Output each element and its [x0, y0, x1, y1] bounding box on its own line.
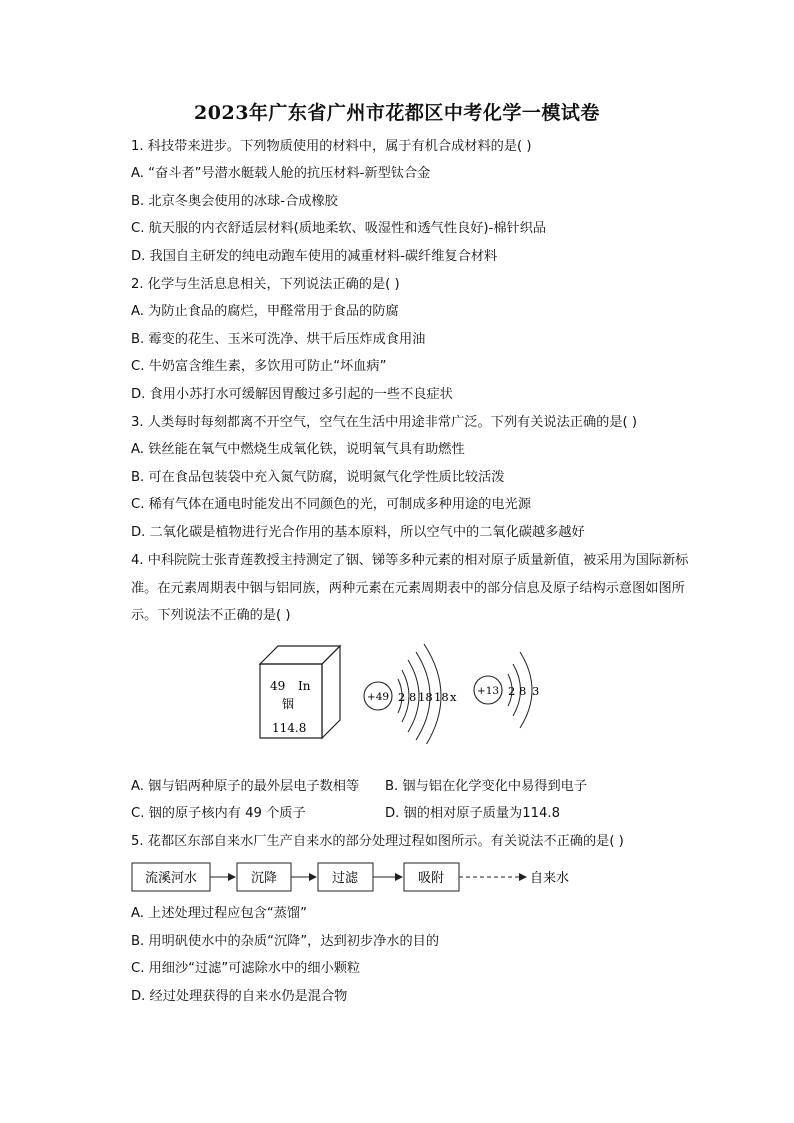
indium-shell-electrons-5: x — [450, 690, 457, 704]
question-1-stem: 1. 科技带来进步。下列物质使用的材料中，属于有机合成材料的是( ) — [131, 139, 532, 154]
question-1-option-c: C. 航天服的内衣舒适层材料(质地柔软、吸湿性和透气性良好)-棉针织品 — [131, 221, 547, 236]
question-4-option-c: C. 铟的原子核内有 49 个质子 — [131, 806, 306, 821]
question-3-stem: 3. 人类每时每刻都离不开空气，空气在生活中用途非常广泛。下列有关说法正确的是( ) — [131, 415, 638, 430]
aluminum-shell-electrons-1: 2 — [508, 684, 516, 698]
flow-label-settling: 沉降 — [250, 871, 278, 886]
aluminum-nucleus-charge: +13 — [476, 685, 500, 697]
question-1-option-d: D. 我国自主研发的纯电动跑车使用的减重材料-碳纤维复合材料 — [131, 249, 498, 264]
question-2-option-b: B. 霉变的花生、玉米可洗净、烘干后压炸成食用油 — [131, 332, 426, 347]
indium-aluminum-figure — [252, 634, 552, 744]
aluminum-shell-electrons-3: 3 — [532, 684, 540, 698]
question-3-option-a: A. 铁丝能在氧气中燃烧生成氧化铁，说明氧气具有助燃性 — [131, 442, 465, 457]
question-5-option-d: D. 经过处理获得的自来水仍是混合物 — [131, 989, 348, 1004]
question-4-option-b: B. 铟与铝在化学变化中易得到电子 — [385, 779, 588, 794]
question-2-stem: 2. 化学与生活息息相关，下列说法正确的是( ) — [131, 277, 400, 292]
indium-nucleus-charge: +49 — [366, 691, 390, 703]
aluminum-shell-electrons-2: 8 — [519, 684, 527, 698]
question-2-option-c: C. 牛奶富含维生素，多饮用可防止“坏血病” — [131, 359, 387, 374]
question-1-option-a: A. “奋斗者”号潜水艇载人舱的抗压材料-新型钛合金 — [131, 166, 431, 181]
question-2-option-a: A. 为防止食品的腐烂，甲醛常用于食品的防腐 — [131, 304, 399, 319]
question-2-option-d: D. 食用小苏打水可缓解因胃酸过多引起的一些不良症状 — [131, 387, 453, 402]
indium-shell-electrons-4: 18 — [434, 690, 449, 704]
question-4-option-a: A. 铟与铝两种原子的最外层电子数相等 — [131, 779, 360, 794]
question-5-option-b: B. 用明矾使水中的杂质“沉降”，达到初步净水的目的 — [131, 934, 440, 949]
page-title: 2023年广东省广州市花都区中考化学一模试卷 — [194, 102, 600, 124]
element-name: 铟 — [282, 697, 295, 711]
atomic-number: 49 — [270, 679, 286, 693]
question-4-stem: 4. 中科院院士张青莲教授主持测定了铟、锑等多种元素的相对原子质量新值，被采用为国际新标准。在元素周期表中铟与铝同族，两种元素在元素周期表中的部分信息及原子结构示意图如图所示。下列说法不正确的是( ) — [131, 553, 689, 624]
question-5-option-a: A. 上述处理过程应包含“蒸馏” — [131, 906, 307, 921]
question-1-option-b: B. 北京冬奥会使用的冰球-合成橡胶 — [131, 194, 338, 209]
flow-label-river-water: 流溪河水 — [144, 871, 198, 886]
aluminum-atom-structure — [474, 652, 539, 728]
indium-shell-electrons-2: 8 — [409, 690, 417, 704]
question-3-option-b: B. 可在食品包装袋中充入氮气防腐，说明氮气化学性质比较活泼 — [131, 470, 505, 485]
flow-label-tap-water: 自来水 — [530, 871, 570, 886]
question-5-stem: 5. 花都区东部自来水厂生产自来水的部分处理过程如图所示。有关说法不正确的是( ) — [131, 834, 624, 849]
water-treatment-flowchart — [131, 858, 591, 898]
indium-shell-electrons-3: 18 — [418, 690, 433, 704]
question-5-option-c: C. 用细沙“过滤”可滤除水中的细小颗粒 — [131, 961, 361, 976]
atomic-mass: 114.8 — [272, 721, 307, 735]
element-card — [260, 646, 340, 738]
indium-atom-structure — [364, 644, 457, 744]
flow-label-filtration: 过滤 — [331, 871, 359, 886]
question-3-option-d: D. 二氧化碳是植物进行光合作用的基本原料，所以空气中的二氧化碳越多越好 — [131, 525, 585, 540]
question-4-option-d: D. 铟的相对原子质量为114.8 — [385, 806, 560, 821]
question-3-option-c: C. 稀有气体在通电时能发出不同颜色的光，可制成多种用途的电光源 — [131, 497, 532, 512]
element-symbol: In — [298, 679, 311, 693]
indium-shell-electrons-1: 2 — [398, 690, 406, 704]
flow-label-adsorption: 吸附 — [417, 871, 445, 886]
